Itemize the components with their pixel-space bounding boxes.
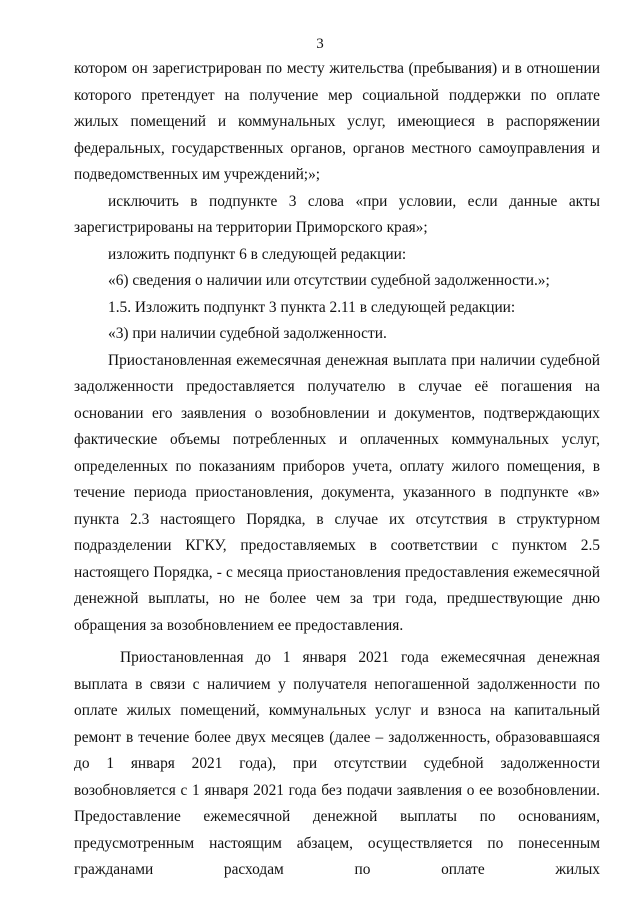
paragraph-subitem-3-text: «3) при наличии судебной задолженности. bbox=[108, 325, 387, 342]
page-number: 3 bbox=[316, 36, 324, 52]
paragraph-section-1-5: 1.5. Изложить подпункт 3 пункта 2.11 в следующей редакции: bbox=[108, 298, 516, 316]
paragraph-suspended-payment-court-debt: Приостановленная ежемесячная денежная выплата при наличии судебной задолженности предоставляется получателю в случае её погашения на основании его заявления о возобновлении и документов, подтверждающих фактические объемы потребленных и оплаченных коммунальных услуг, определенных по показаниям приборов учета, оплату жилого помещения, в течение периода приостановления, документа, указанного в подпункте «в» пункта 2.3 настоящего Порядка, в случае их отсутствия в структурном подразделении КГКУ, предоставляемых в соответствии с пунктом 2.5 настоящего Порядка, - с месяца приостановления предоставления ежемесячной денежной выплаты, но не более чем за три года, предшествующие дню обращения за возобновлением ее предоставления. bbox=[74, 351, 600, 634]
paragraph-exclude-words: исключить в подпункте 3 слова «при условии, если данные акты зарегистрированы на территории Приморского края»; bbox=[74, 192, 600, 236]
paragraph-continuation: котором он зарегистрирован по месту жительства (пребывания) и в отношении которого претендует на получение мер социальной поддержки по оплате жилых помещений и коммунальных услуг, имеющиеся в распоряжении федеральных, государственных органов, органов местного самоуправления и подведомственных им учреждений;»; bbox=[74, 60, 600, 183]
document-body bbox=[74, 56, 600, 884]
paragraph-suspended-before-2021: Приостановленная до 1 января 2021 года ежемесячная денежная выплата в связи с наличием у получателя непогашенной задолженности по оплате жилых помещений, коммунальных услуг и взноса на капитальный ремонт в течение более двух месяцев (далее – задолженность, образовавшаяся до 1 января 2021 года), при отсутствии судебной задолженности возобновляется с 1 января 2021 года без подачи заявления о ее возобновлении. Предоставление ежемесячной денежной выплаты по основаниям, предусмотренным настоящим абзацем, осуществляется по понесенным гражданами расходам по оплате жилых bbox=[74, 649, 600, 878]
paragraph-amend-subitem-6: изложить подпункт 6 в следующей редакции: bbox=[108, 245, 407, 263]
paragraph-subitem-6-text: «6) сведения о наличии или отсутствии судебной задолженности.»; bbox=[108, 272, 550, 289]
